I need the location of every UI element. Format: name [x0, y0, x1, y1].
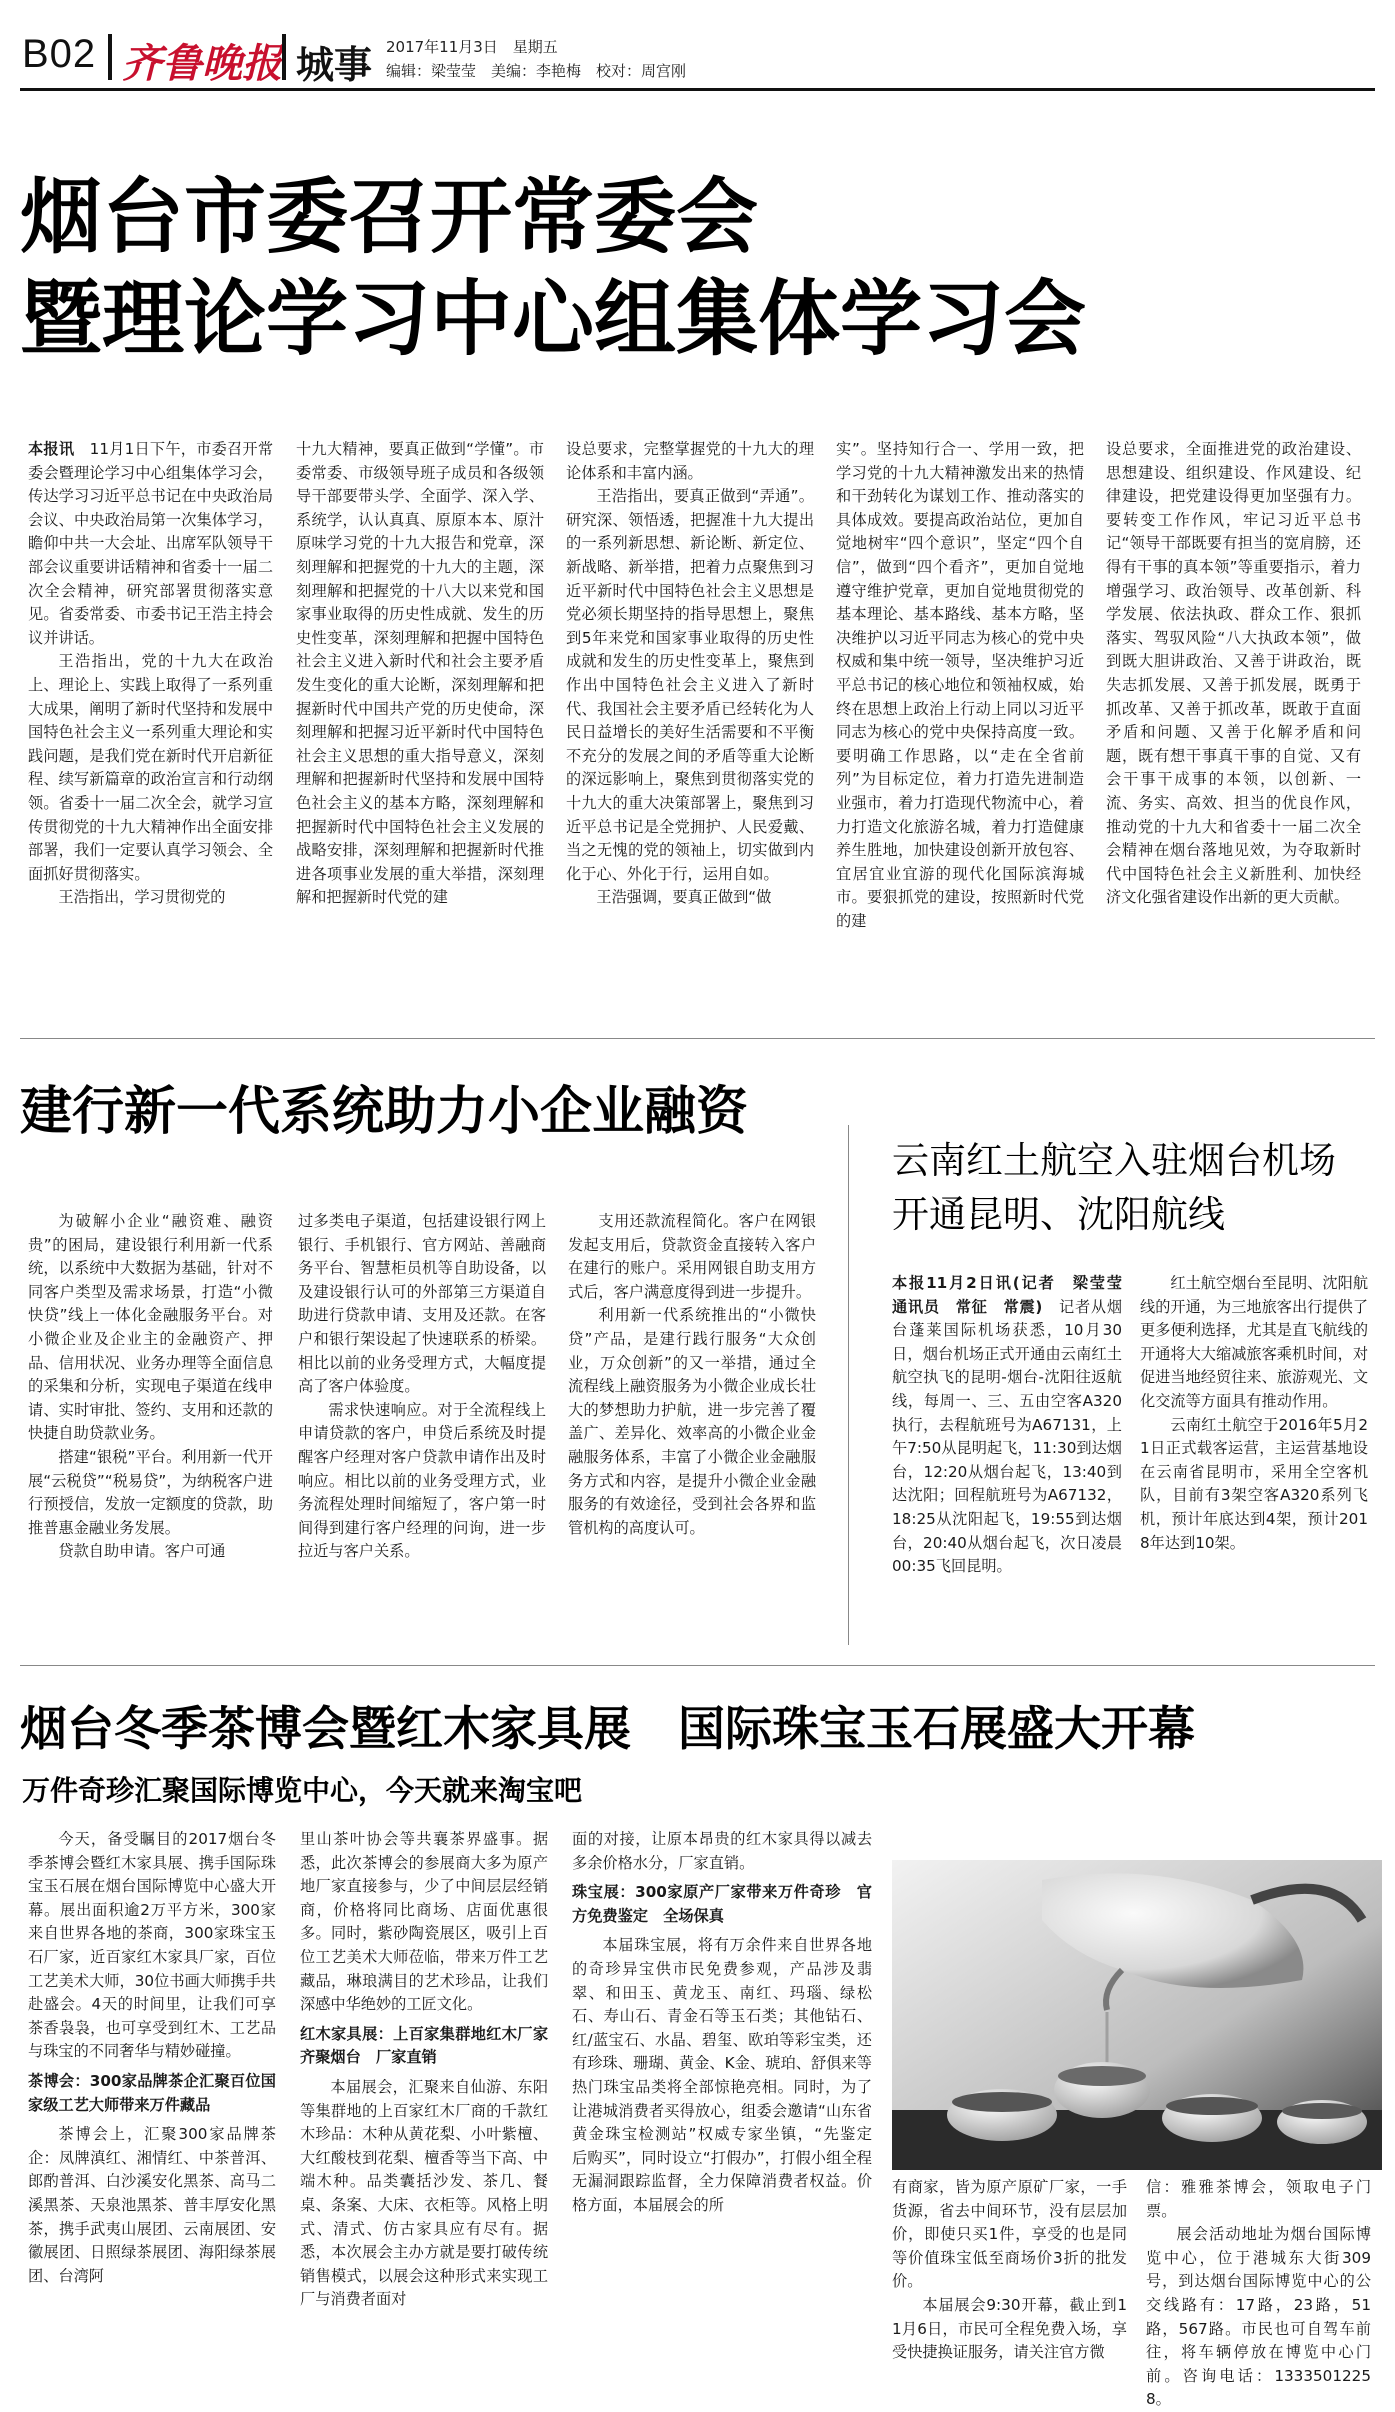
- article4-column-5: 信：雅雅茶博会，领取电子门票。 展会活动地址为烟台国际博览中心，位于港城东大街309号，到达烟台国际博览中心的公交线路有：17路，23路，51路，567路。市民也可自驾车前往，将车辆停放在博览中心门前。咨询电话：13335012258。: [1146, 2178, 1371, 2409]
- page-number: B02: [22, 32, 97, 76]
- editor-line: 编辑：梁莹莹 美编：李艳梅 校对：周宫刚: [386, 62, 687, 80]
- article2-column-2: 过多类电子渠道，包括建设银行网上银行、手机银行、官方网站、善融商务平台、智慧柜员机等自助设备，以及建设银行认可的外部第三方渠道自助进行贷款申请、支用及还款。在客户和银行架设起了快速联系的桥梁。相比以前的业务受理方式，大幅度提高了客户体验度。 需求快速响应。对于全流程线上申请贷款的客户，申贷后系统及时提醒客户经理对客户贷款申请作出及时响应。相比以前的业务受理方式，业务流程处理时间缩短了，客户第一时间得到建行客户经理的问询，进一步拉近与客户关系。: [298, 1212, 546, 1561]
- article1-column-5: 设总要求，全面推进党的政治建设、思想建设、组织建设、作风建设、纪律建设，把党建设得更加坚强有力。要转变工作作风，牢记习近平总书记“领导干部既要有担当的宽肩膀，还得有干事的真本领”等重要指示，着力增强学习、政治领导、改革创新、科学发展、依法执政、群众工作、狠抓落实、驾驭风险“八大执政本领”，做到既大胆讲政治、又善于讲政治，既失志抓发展、又善于抓发展，既勇于抓改革、又善于抓改革，既敢于直面矛盾和问题、又善于化解矛盾和问题，既有想干事真干事的自觉、又有会干事干成事的本领，以创新、一流、务实、高效、担当的优良作风，推动党的十九大和省委十一届二次全会精神在烟台落地见效，为夺取新时代中国特色社会主义新胜利、加快经济文化强省建设作出新的更大贡献。: [1106, 440, 1361, 907]
- article3-title-line1: 云南红土航空入驻烟台机场: [892, 1139, 1336, 1182]
- column-divider: [848, 1125, 849, 1645]
- article2-title: 建行新一代系统助力小企业融资: [20, 1082, 749, 1142]
- article4-column-4: 有商家，皆为原产原矿厂家，一手货源，省去中间环节，没有层层加价，即使只买1件，享受的也是同等价值珠宝低至商场价3折的批发价。 本届展会9:30开幕，截止到11月6日，市民可全程免费入场，享受快捷换证服务，请关注官方微: [892, 2178, 1127, 2362]
- article1-title-line2: 暨理论学习中心组集体学习会: [20, 272, 1087, 367]
- header-divider: [282, 34, 286, 80]
- article1-column-4: 实”。坚持知行合一、学用一致，把学习党的十九大精神激发出来的热情和干劲转化为谋划工作、推动落实的具体成效。要提高政治站位，更加自觉地树牢“四个意识”，坚定“四个自信”，做到“四个看齐”，更加自觉地遵守维护党章，更加自觉地贯彻党的基本理论、基本路线、基本方略，坚决维护以习近平同志为核心的党中央权威和集中统一领导，坚决维护习近平总书记的核心地位和领袖权威，始终在思想上政治上行动上同以习近平同志为核心的党中央保持高度一致。要明确工作思路，以“走在全省前列”为目标定位，着力打造先进制造业强市，着力打造现代物流中心，着力打造文化旅游名城，着力打造健康养生胜地，加快建设创新开放包容、宜居宜业宜游的现代化国际滨海城市。要狠抓党的建设，按照新时代党的建: [836, 440, 1084, 930]
- article4-title: 烟台冬季茶博会暨红木家具展 国际珠宝玉石展盛大开幕: [20, 1702, 1195, 1757]
- article3-title-line2: 开通昆明、沈阳航线: [892, 1193, 1225, 1236]
- article2-column-1: 为破解小企业“融资难、融资贵”的困局，建设银行利用新一代系统，以系统中大数据为基础，针对不同客户类型及需求场景，打造“小微快贷”线上一体化金融服务平台。对小微企业及企业主的金融资产、押品、信用状况、业务办理等全面信息的采集和分析，实现电子渠道在线申请、实时审批、签约、支用和还款的快捷自助贷款业务。 搭建“银税”平台。利用新一代开展“云税贷”“税易贷”，为纳税客户进行预授信，发放一定额度的贷款，助推普惠金融业务发展。 贷款自助申请。客户可通: [28, 1212, 273, 1561]
- article3-column-1: 本报11月2日讯(记者 梁莹莹 通讯员 常征 常震) 记者从烟台蓬莱国际机场获悉，10月30日，烟台机场正式开通由云南红土航空执飞的昆明-烟台-沈阳往返航线，每周一、三、五由空客A320执行，去程航班号为A67131，上午7:50从昆明起飞，11:30到达烟台，12:20从烟台起飞，13:40到达沈阳；回程航班号为A67132，18:25从沈阳起飞，19:55到达烟台，20:40从烟台起飞，次日凌晨00:35飞回昆明。: [892, 1274, 1138, 1576]
- article4-column-2: 里山茶叶协会等共襄茶界盛事。据悉，此次茶博会的参展商大多为原产地厂家直接参与，少了中间层层经销商，价格将同比商场、店面优惠很多。同时，紫砂陶瓷展区，吸引上百位工艺美术大师莅临，带来万件工艺藏品，琳琅满目的艺术珍品，让我们深感中华绝妙的工匠文化。 红木家具展：上百家集群地红木厂家齐聚烟台 厂家直销 本届展会，汇聚来自仙游、东阳等集群地的上百家红木厂商的千款红木珍品：木种从黄花梨、小叶紫檀、大红酸枝到花梨、檀香等当下高、中端木种。品类囊括沙发、茶几、餐桌、条案、大床、衣柜等。风格上明式、清式、仿古家具应有尽有。据悉，本次展会主办方就是要打破传统销售模式，以展会这种形式来实现工厂与消费者面对: [300, 1830, 548, 2309]
- date-line: 2017年11月3日 星期五: [386, 38, 558, 56]
- newspaper-logo: 齐鲁晚报: [122, 40, 282, 87]
- article4-subtitle: 万件奇珍汇聚国际博览中心，今天就来淘宝吧: [22, 1774, 583, 1807]
- header-divider: [108, 34, 112, 80]
- article1-column-3: 设总要求，完整掌握党的十九大的理论体系和丰富内涵。 王浩指出，要真正做到“弄通”。研究深、领悟透，把握准十九大提出的一系列新思想、新论断、新定位、新战略、新举措，把着力点聚焦到习近平新时代中国特色社会主义思想是党必须长期坚持的指导思想上，聚焦到5年来党和国家事业取得的历史性成就和发生的历史性变革上，聚焦到作出中国特色社会主义进入了新时代、我国社会主要矛盾已经转化为人民日益增长的美好生活需要和不平衡不充分的发展之间的矛盾等重大论断的深远影响上，聚焦到贯彻落实党的十九大的重大决策部署上，聚焦到习近平总书记是全党拥护、人民爱戴、当之无愧的党的领袖上，切实做到内化于心、外化于行，运用自如。 王浩强调，要真正做到“做: [566, 440, 814, 907]
- tea-pouring-photo: [892, 1860, 1382, 2170]
- article1-column-1: 本报讯 11月1日下午，市委召开常委会暨理论学习中心组集体学习会，传达学习习近平总书记在中央政治局会议、中央政治局第一次集体学习，瞻仰中共一大会址、出席军队领导干部会议重要讲话精神和省委十一届二次全会精神，研究部署贯彻落实意见。省委常委、市委书记王浩主持会议并讲话。 王浩指出，党的十九大在政治上、理论上、实践上取得了一系列重大成果，阐明了新时代坚持和发展中国特色社会主义一系列重大理论和实践问题，是我们党在新时代开启新征程、续写新篇章的政治宣言和行动纲领。省委十一届二次全会，就学习宣传贯彻党的十九大精神作出全面安排部署，我们一定要认真学习领会、全面抓好贯彻落实。 王浩指出，学习贯彻党的: [28, 440, 274, 907]
- article4-column-3: 面的对接，让原本昂贵的红木家具得以减去多余价格水分，厂家直销。 珠宝展：300家原产厂家带来万件奇珍 官方免费鉴定 全场保真 本届珠宝展，将有万余件来自世界各地的奇珍异宝供市民免费参观，产品涉及翡翠、和田玉、黄龙玉、南红、玛瑙、绿松石、寿山石、青金石等玉石类；其他钻石、红/蓝宝石、水晶、碧玺、欧珀等彩宝类，还有珍珠、珊瑚、黄金、K金、琥珀、舒俱来等热门珠宝品类将全部惊艳亮相。同时，为了让港城消费者买得放心，组委会邀请“山东省黄金珠宝检测站”权威专家坐镇，“先鉴定 后购买”，同时设立“打假办”，打假小组全程无漏洞跟踪监督，全力保障消费者权益。价格方面，本届展会的所: [572, 1830, 888, 2214]
- section-title: 城事: [296, 43, 373, 87]
- article1-column-2: 十九大精神，要真正做到“学懂”。市委常委、市级领导班子成员和各级领导干部要带头学、全面学、深入学、系统学，认认真真、原原本本、原汁原味学习党的十九大报告和党章，深刻理解和把握党的十九大的主题，深刻理解和把握党的十八大以来党和国家事业取得的历史性成就、发生的历史性变革，深刻理解和把握中国特色社会主义进入新时代和社会主要矛盾发生变化的重大论断，深刻理解和把握新时代中国共产党的历史使命，深刻理解和把握习近平新时代中国特色社会主义思想的重大指导意义，深刻理解和把握新时代坚持和发展中国特色社会主义的基本方略，深刻理解和把握新时代中国特色社会主义发展的战略安排，深刻理解和把握新时代推进各项事业发展的重大举措，深刻理解和把握新时代党的建: [296, 440, 544, 907]
- header-rule: [20, 88, 1375, 91]
- section-divider: [20, 1665, 1375, 1666]
- article3-column-2: 红土航空烟台至昆明、沈阳航线的开通，为三地旅客出行提供了更多便利选择，尤其是直飞航线的开通将大大缩减旅客乘机时间，对促进当地经贸往来、旅游观光、文化交流等方面具有推动作用。 云南红土航空于2016年5月21日正式载客运营，主运营基地设在云南省昆明市，采用全空客机队，目前有3架空客A320系列飞机，预计年底达到4架，预计2018年达到10架。: [1140, 1274, 1368, 1552]
- article4-column-1: 今天，备受瞩目的2017烟台冬季茶博会暨红木家具展、携手国际珠宝玉石展在烟台国际博览中心盛大开幕。展出面积逾2万平方米，300家来自世界各地的茶商，300家珠宝玉石厂家，近百家红木家具厂家，百位工艺美术大师，30位书画大师携手共赴盛会。4天的时间里，让我们可享茶香袅袅，也可享受到红木、工艺品与珠宝的不同奢华与精妙碰撞。 茶博会：300家品牌茶企汇聚百位国家级工艺大师带来万件藏品 茶博会上，汇聚300家品牌茶企：凤牌滇红、湘情红、中茶普洱、郎酌普洱、白沙溪安化黑茶、高马二溪黑茶、天泉池黑茶、普丰厚安化黑茶，携手武夷山展团、云南展团、安徽展团、日照绿茶展团、海阳绿茶展团、台湾阿: [28, 1830, 276, 2285]
- article2-column-3: 支用还款流程简化。客户在网银发起支用后，贷款资金直接转入客户在建行的账户。采用网银自助支用方式后，客户满意度得到进一步提升。 利用新一代系统推出的“小微快贷”产品，是建行践行服务“大众创业，万众创新”的又一举措，通过全流程线上融资服务为小微企业成长壮大的梦想助力护航，进一步完善了覆盖广、差异化、效率高的小微企业金融服务体系，丰富了小微企业金融服务方式和内容，是提升小微企业金融服务的有效途径，受到社会各界和监管机构的高度认可。: [568, 1212, 816, 1537]
- section-divider: [20, 1038, 1375, 1039]
- article1-title-line1: 烟台市委召开常委会: [20, 170, 759, 265]
